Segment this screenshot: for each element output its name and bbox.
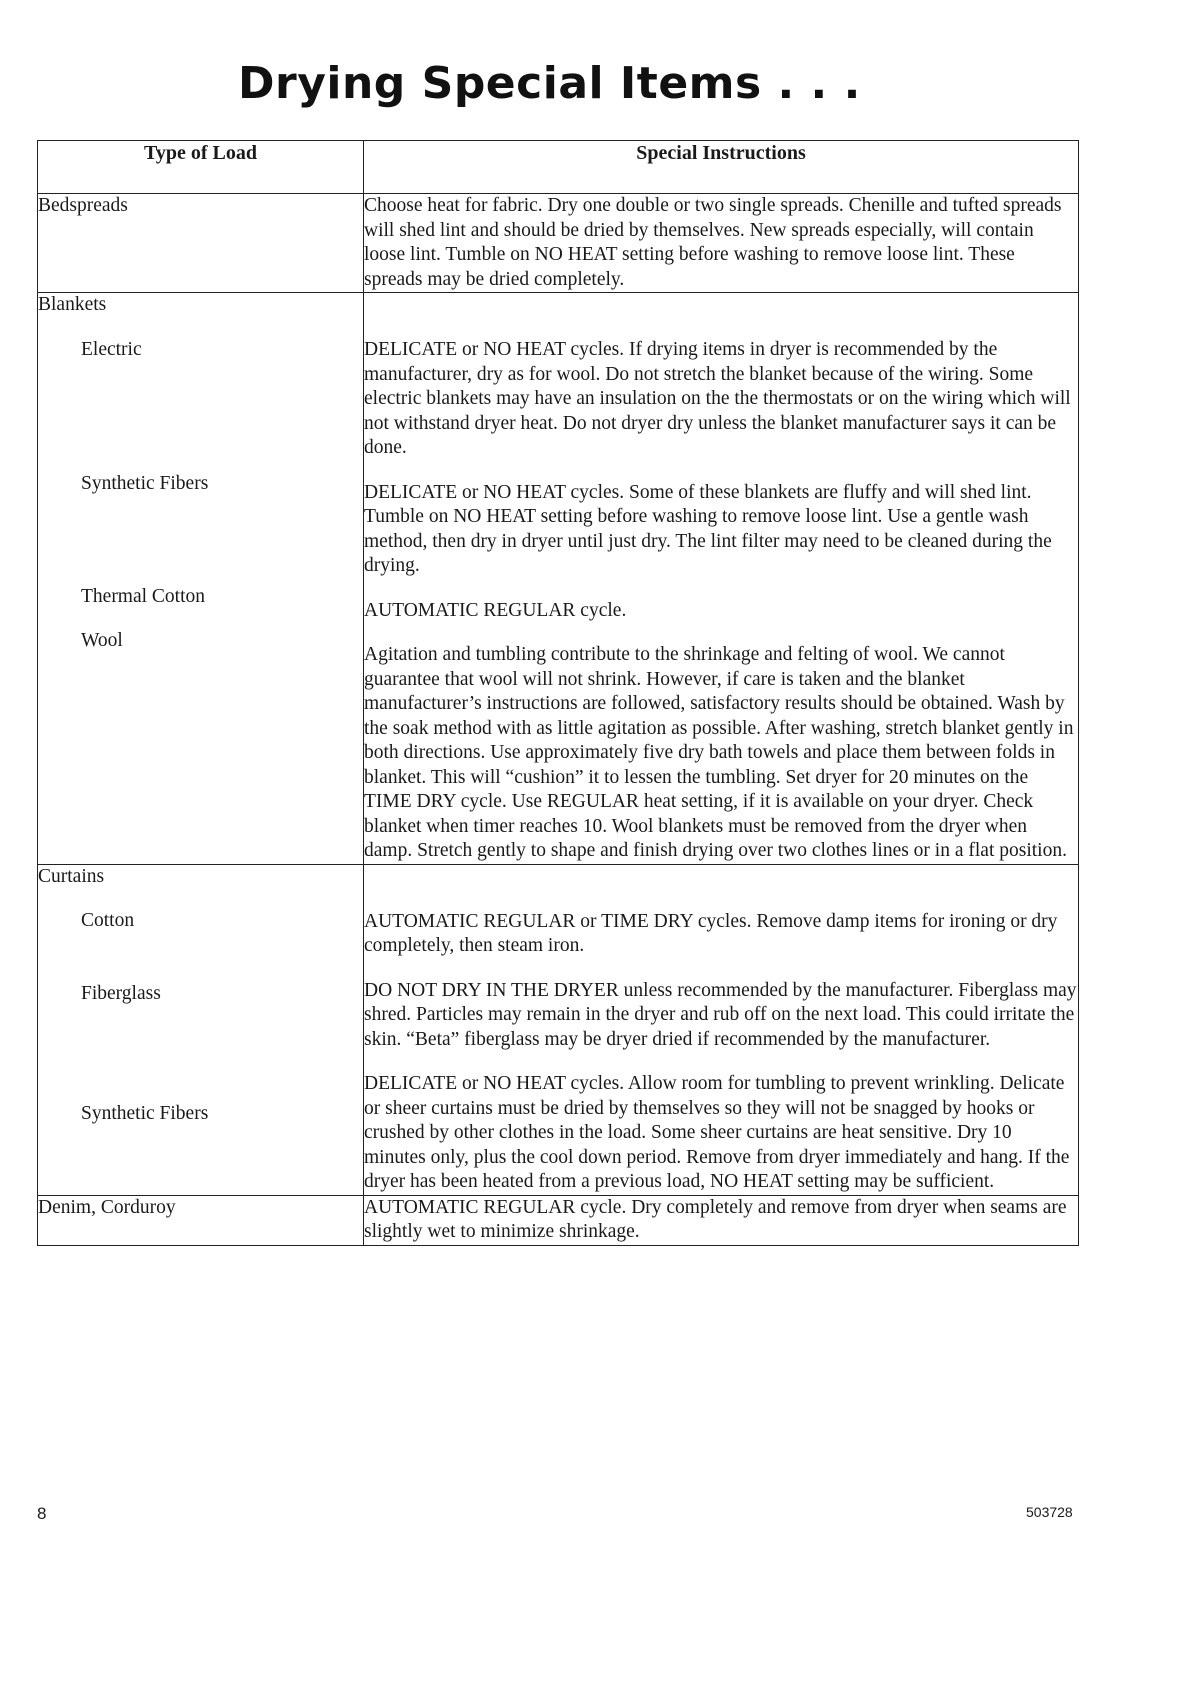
page-number: 8 [37, 1504, 47, 1523]
load-type-bedspreads: Bedspreads [38, 195, 128, 216]
load-type-cell [38, 194, 364, 293]
instructions-curtains-cotton: AUTOMATIC REGULAR or TIME DRY cycles. Remove damp items for ironing or dry completely, then steam iron. [364, 910, 1058, 956]
subtype-blankets-synthetic: Synthetic Fibers [81, 473, 209, 494]
subtype-curtains-fiberglass: Fiberglass [81, 982, 161, 1004]
table-header-row [38, 141, 1079, 194]
subtype-blankets-electric: Electric [81, 338, 142, 360]
table-row-blankets [38, 293, 1079, 865]
load-type-cell [38, 293, 364, 865]
load-type-cell [38, 864, 364, 1195]
page-title: Drying Special Items . . . [238, 58, 861, 109]
table-row-curtains [38, 864, 1079, 1195]
subtype-curtains-synthetic: Synthetic Fibers [81, 1103, 209, 1124]
document-number: 503728 [1026, 1504, 1073, 1520]
instructions-curtains-synthetic: DELICATE or NO HEAT cycles. Allow room for tumbling to prevent wrinkling. Delicate or sheer curtains must be dried by themselves so they will not be snagged by hooks or crushed by other clothes in the load. Some sheer curtains are heat sensitive. Dry 10 minutes only, plus the cool down period. Remove from dryer immediately and hang. If the dryer has been heated from a previous load, NO HEAT setting may be sufficient. [364, 1073, 1070, 1192]
load-type-cell [38, 1195, 364, 1245]
instructions-blankets-thermal: AUTOMATIC REGULAR cycle. [364, 599, 627, 621]
instructions-blankets-electric: DELICATE or NO HEAT cycles. If drying items in dryer is recommended by the manufacturer, dry as for wool. Do not stretch the blanket because of the wiring. Some electric blankets may have an insulation on the the thermostats or on the wiring which will not withstand dryer heat. Do not dryer dry unless the blanket manufacturer says it can be done. [364, 339, 1071, 458]
instructions-cell [364, 194, 1079, 293]
header-special-instructions: Special Instructions [364, 141, 1079, 194]
load-type-denim: Denim, Corduroy [38, 1196, 176, 1218]
instructions-curtains-fiberglass: DO NOT DRY IN THE DRYER unless recommended by the manufacturer. Fiberglass may shred. Particles may remain in the dryer and rub off on the next load. This could irritate the skin. “Beta” fiberglass may be dryer dried if recommended by the manufacturer. [364, 979, 1077, 1050]
instructions-cell [364, 864, 1079, 1195]
subtype-curtains-cotton: Cotton [81, 910, 135, 931]
table-row-denim [38, 1195, 1079, 1245]
instructions-blankets-wool: Agitation and tumbling contribute to the shrinkage and felting of wool. We cannot guarantee that wool will not shrink. However, if care is taken and the blanket manufacturer’s instructions are followed, satisfactory results should be obtained. Wash by the soak method with as little agitation as possible. After washing, stretch blanket gently in both directions. Use approximately five dry bath towels and place them between folds in blanket. This will “cushion” it to lessen the tumbling. Set dryer for 20 minutes on the TIME DRY cycle. Use REGULAR heat setting, if it is available on your dryer. Check blanket when timer reaches 10. Wool blankets must be removed from the dryer when damp. Stretch gently to shape and finish drying over two clothes lines or in a flat position. [364, 644, 1074, 861]
table-row-bedspreads [38, 194, 1079, 293]
header-type-of-load: Type of Load [38, 141, 364, 194]
load-type-blankets: Blankets [38, 294, 107, 315]
load-type-curtains: Curtains [38, 865, 105, 887]
instructions-blankets-synthetic: DELICATE or NO HEAT cycles. Some of these blankets are fluffy and will shed lint. Tumble on NO HEAT setting before washing to remove loose lint. Use a gentle wash method, then dry in dryer until just dry. The lint filter may need to be cleaned during the drying. [364, 481, 1052, 576]
subtype-blankets-wool: Wool [81, 630, 123, 651]
instructions-bedspreads: Choose heat for fabric. Dry one double or two single spreads. Chenille and tufted spreads will shed lint and should be dried by themselves. New spreads especially, will contain loose lint. Tumble on NO HEAT setting before washing to remove loose lint. These spreads may be dried completely. [364, 195, 1062, 290]
instructions-cell [364, 1195, 1079, 1245]
instructions-cell [364, 293, 1079, 865]
special-items-table [37, 140, 1079, 1246]
instructions-denim: AUTOMATIC REGULAR cycle. Dry completely and remove from dryer when seams are slightly wet to minimize shrinkage. [364, 1196, 1067, 1242]
subtype-blankets-thermal: Thermal Cotton [81, 585, 206, 607]
